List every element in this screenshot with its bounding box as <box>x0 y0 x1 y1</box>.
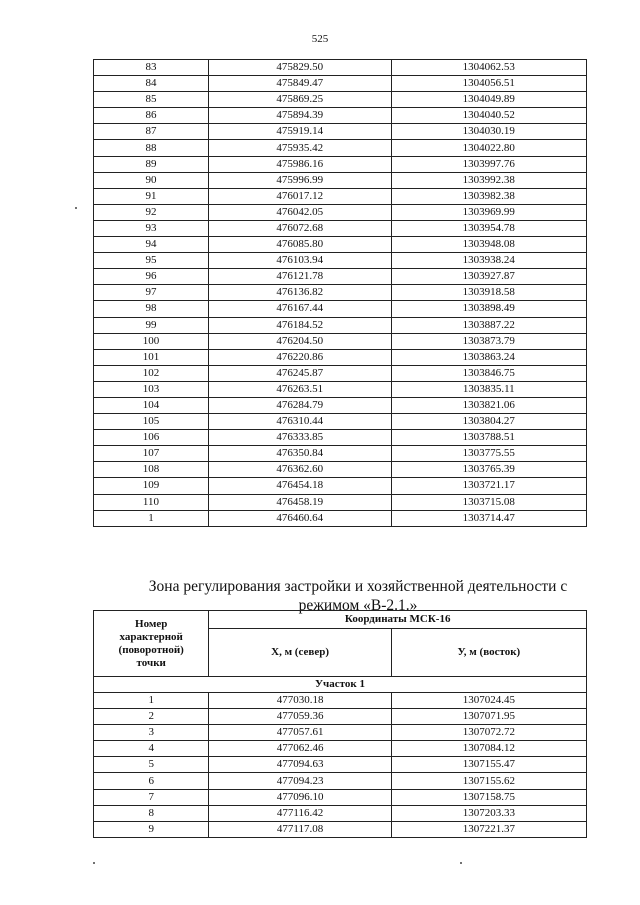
point-number-cell: 108 <box>94 462 209 478</box>
x-coordinate-cell: 476121.78 <box>208 269 391 285</box>
x-coordinate-cell: 476072.68 <box>208 220 391 236</box>
x-coordinate-cell: 476310.44 <box>208 414 391 430</box>
x-coordinate-cell: 477094.63 <box>209 757 391 773</box>
x-coordinate-cell: 476204.50 <box>208 333 391 349</box>
point-number-cell: 2 <box>94 709 209 725</box>
zone-table-body <box>94 677 587 838</box>
table-row <box>94 805 587 821</box>
header-point-number <box>94 611 209 677</box>
point-number-cell: 1 <box>94 510 209 526</box>
y-coordinate-cell: 1303804.27 <box>391 414 587 430</box>
header-point-number-line3: (поворотной) <box>118 643 184 656</box>
y-coordinate-cell: 1307158.75 <box>391 789 586 805</box>
y-coordinate-cell: 1304056.51 <box>391 76 587 92</box>
x-coordinate-cell: 476042.05 <box>208 204 391 220</box>
point-number-cell: 85 <box>94 92 209 108</box>
table-row <box>94 349 587 365</box>
table-row <box>94 414 587 430</box>
x-coordinate-cell: 475829.50 <box>208 60 391 76</box>
point-number-cell: 104 <box>94 397 209 413</box>
point-number-cell: 103 <box>94 381 209 397</box>
page-number: 525 <box>311 33 329 45</box>
table-row <box>94 478 587 494</box>
y-coordinate-cell: 1304030.19 <box>391 124 587 140</box>
header-point-number-line1: Номер <box>135 617 168 630</box>
y-coordinate-cell: 1304040.52 <box>391 108 587 124</box>
point-number-cell: 3 <box>94 725 209 741</box>
scan-speck <box>93 862 95 864</box>
header-point-number-line4: точки <box>136 656 166 669</box>
y-coordinate-cell: 1303997.76 <box>391 156 587 172</box>
table-row <box>94 156 587 172</box>
point-number-cell: 88 <box>94 140 209 156</box>
point-number-cell: 100 <box>94 333 209 349</box>
y-coordinate-cell: 1307221.37 <box>391 821 586 837</box>
table-row <box>94 76 587 92</box>
point-number-cell: 89 <box>94 156 209 172</box>
section-row <box>94 677 587 693</box>
point-number-cell: 90 <box>94 172 209 188</box>
table-row <box>94 430 587 446</box>
y-coordinate-cell: 1303715.08 <box>391 494 587 510</box>
point-number-cell: 5 <box>94 757 209 773</box>
x-coordinate-cell: 476362.60 <box>208 462 391 478</box>
table-row <box>94 172 587 188</box>
point-number-cell: 101 <box>94 349 209 365</box>
x-coordinate-cell: 476167.44 <box>208 301 391 317</box>
point-number-cell: 87 <box>94 124 209 140</box>
point-number-cell: 83 <box>94 60 209 76</box>
table-row <box>94 140 587 156</box>
x-coordinate-cell: 477094.23 <box>209 773 391 789</box>
point-number-cell: 99 <box>94 317 209 333</box>
table-row <box>94 757 587 773</box>
x-coordinate-cell: 477062.46 <box>209 741 391 757</box>
x-coordinate-cell: 476284.79 <box>208 397 391 413</box>
table-row <box>94 789 587 805</box>
section-label: Участок 1 <box>94 677 587 693</box>
scan-speck <box>460 862 462 864</box>
table-row <box>94 204 587 220</box>
x-coordinate-cell: 476245.87 <box>208 365 391 381</box>
x-coordinate-cell: 476085.80 <box>208 237 391 253</box>
point-number-cell: 84 <box>94 76 209 92</box>
y-coordinate-cell: 1303765.39 <box>391 462 587 478</box>
point-number-cell: 6 <box>94 773 209 789</box>
y-coordinate-cell: 1303714.47 <box>391 510 587 526</box>
point-number-cell: 96 <box>94 269 209 285</box>
table-row <box>94 269 587 285</box>
y-coordinate-cell: 1303927.87 <box>391 269 587 285</box>
table-row <box>94 60 587 76</box>
point-number-cell: 94 <box>94 237 209 253</box>
y-coordinate-cell: 1303982.38 <box>391 188 587 204</box>
x-coordinate-cell: 476458.19 <box>208 494 391 510</box>
y-coordinate-cell: 1307071.95 <box>391 709 586 725</box>
x-coordinate-cell: 477117.08 <box>209 821 391 837</box>
x-coordinate-cell: 475986.16 <box>208 156 391 172</box>
table-row <box>94 365 587 381</box>
y-coordinate-cell: 1303788.51 <box>391 430 587 446</box>
point-number-cell: 109 <box>94 478 209 494</box>
point-number-cell: 105 <box>94 414 209 430</box>
coordinates-table-body <box>94 60 587 527</box>
table-row <box>94 253 587 269</box>
y-coordinate-cell: 1303969.99 <box>391 204 587 220</box>
table-row <box>94 237 587 253</box>
point-number-cell: 7 <box>94 789 209 805</box>
header-point-number-line2: характерной <box>119 630 183 643</box>
header-y: У, м (восток) <box>391 629 586 677</box>
table-row <box>94 709 587 725</box>
y-coordinate-cell: 1307024.45 <box>391 693 586 709</box>
x-coordinate-cell: 475996.99 <box>208 172 391 188</box>
y-coordinate-cell: 1304022.80 <box>391 140 587 156</box>
x-coordinate-cell: 477057.61 <box>209 725 391 741</box>
header-x: X, м (север) <box>209 629 391 677</box>
x-coordinate-cell: 476184.52 <box>208 317 391 333</box>
point-number-cell: 107 <box>94 446 209 462</box>
x-coordinate-cell: 476460.64 <box>208 510 391 526</box>
table-row <box>94 220 587 236</box>
y-coordinate-cell: 1303992.38 <box>391 172 587 188</box>
x-coordinate-cell: 477116.42 <box>209 805 391 821</box>
y-coordinate-cell: 1303898.49 <box>391 301 587 317</box>
x-coordinate-cell: 476350.84 <box>208 446 391 462</box>
x-coordinate-cell: 475894.39 <box>208 108 391 124</box>
table-row <box>94 397 587 413</box>
point-number-cell: 4 <box>94 741 209 757</box>
point-number-cell: 1 <box>94 693 209 709</box>
table-row <box>94 188 587 204</box>
x-coordinate-cell: 476333.85 <box>208 430 391 446</box>
table-row <box>94 446 587 462</box>
point-number-cell: 95 <box>94 253 209 269</box>
table-row <box>94 92 587 108</box>
point-number-cell: 93 <box>94 220 209 236</box>
y-coordinate-cell: 1303948.08 <box>391 237 587 253</box>
point-number-cell: 92 <box>94 204 209 220</box>
point-number-cell: 97 <box>94 285 209 301</box>
table-row <box>94 108 587 124</box>
table-row <box>94 285 587 301</box>
x-coordinate-cell: 475869.25 <box>208 92 391 108</box>
table-row <box>94 317 587 333</box>
y-coordinate-cell: 1307203.33 <box>391 805 586 821</box>
point-number-cell: 8 <box>94 805 209 821</box>
zone-coordinates-table <box>93 610 587 838</box>
table-row <box>94 462 587 478</box>
y-coordinate-cell: 1303721.17 <box>391 478 587 494</box>
y-coordinate-cell: 1303846.75 <box>391 365 587 381</box>
y-coordinate-cell: 1303918.58 <box>391 285 587 301</box>
y-coordinate-cell: 1307155.62 <box>391 773 586 789</box>
coordinates-table-continued <box>93 59 587 527</box>
y-coordinate-cell: 1303835.11 <box>391 381 587 397</box>
x-coordinate-cell: 475935.42 <box>208 140 391 156</box>
y-coordinate-cell: 1303954.78 <box>391 220 587 236</box>
y-coordinate-cell: 1303775.55 <box>391 446 587 462</box>
point-number-cell: 98 <box>94 301 209 317</box>
table-row <box>94 124 587 140</box>
x-coordinate-cell: 477096.10 <box>209 789 391 805</box>
table-row <box>94 741 587 757</box>
point-number-cell: 86 <box>94 108 209 124</box>
x-coordinate-cell: 476017.12 <box>208 188 391 204</box>
scan-speck <box>75 207 77 209</box>
point-number-cell: 110 <box>94 494 209 510</box>
x-coordinate-cell: 477059.36 <box>209 709 391 725</box>
table-row <box>94 693 587 709</box>
y-coordinate-cell: 1303938.24 <box>391 253 587 269</box>
x-coordinate-cell: 476220.86 <box>208 349 391 365</box>
table-row <box>94 494 587 510</box>
x-coordinate-cell: 476136.82 <box>208 285 391 301</box>
y-coordinate-cell: 1307072.72 <box>391 725 586 741</box>
point-number-cell: 9 <box>94 821 209 837</box>
zone-title-line2: режимом «В-2.1.» <box>298 597 418 614</box>
zone-title-line1: Зона регулирования застройки и хозяйственной деятельности с <box>148 578 568 595</box>
table-row <box>94 773 587 789</box>
table-row <box>94 381 587 397</box>
y-coordinate-cell: 1303887.22 <box>391 317 587 333</box>
table-row <box>94 301 587 317</box>
x-coordinate-cell: 475849.47 <box>208 76 391 92</box>
table-row <box>94 725 587 741</box>
x-coordinate-cell: 475919.14 <box>208 124 391 140</box>
header-coordinates: Координаты МСК-16 <box>209 611 587 629</box>
y-coordinate-cell: 1307084.12 <box>391 741 586 757</box>
y-coordinate-cell: 1303873.79 <box>391 333 587 349</box>
table-row <box>94 333 587 349</box>
table-row <box>94 510 587 526</box>
point-number-cell: 106 <box>94 430 209 446</box>
table-row <box>94 821 587 837</box>
y-coordinate-cell: 1304049.89 <box>391 92 587 108</box>
x-coordinate-cell: 476103.94 <box>208 253 391 269</box>
y-coordinate-cell: 1303821.06 <box>391 397 587 413</box>
point-number-cell: 91 <box>94 188 209 204</box>
x-coordinate-cell: 476454.18 <box>208 478 391 494</box>
y-coordinate-cell: 1303863.24 <box>391 349 587 365</box>
point-number-cell: 102 <box>94 365 209 381</box>
y-coordinate-cell: 1304062.53 <box>391 60 587 76</box>
x-coordinate-cell: 477030.18 <box>209 693 391 709</box>
x-coordinate-cell: 476263.51 <box>208 381 391 397</box>
y-coordinate-cell: 1307155.47 <box>391 757 586 773</box>
